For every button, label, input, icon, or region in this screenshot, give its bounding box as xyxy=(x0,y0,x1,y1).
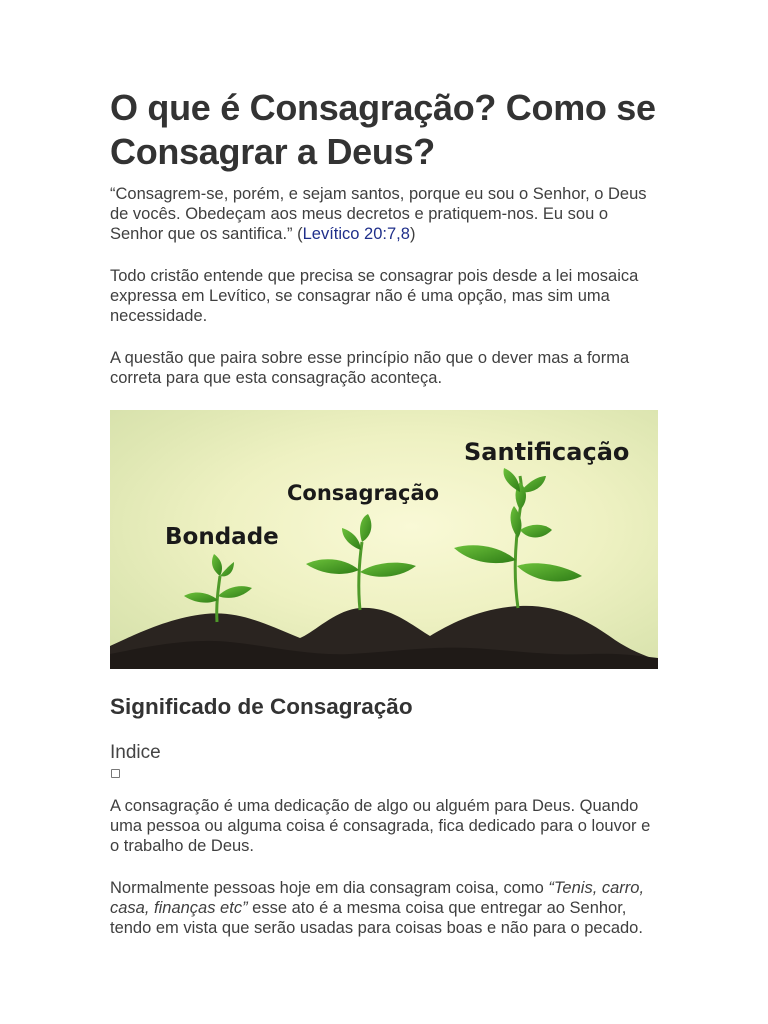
paragraph-3: A consagração é uma dedicação de algo ou alguém para Deus. Quando uma pessoa ou alguma coisa é consagrada, fica dedicado para o louvor e o trabalho de Deus. xyxy=(110,797,651,855)
hero-image xyxy=(110,410,658,669)
scripture-reference-link[interactable]: Levítico 20:7,8 xyxy=(302,225,410,243)
article xyxy=(110,86,658,938)
seedling-medium xyxy=(306,514,416,610)
paragraph-2: A questão que paira sobre esse princípio não que o dever mas a forma correta para que esta consagração aconteça. xyxy=(110,349,630,387)
label-santificacao: Santificação xyxy=(464,438,630,466)
index-title: Indice xyxy=(110,742,161,763)
quote-close: ) xyxy=(409,225,416,243)
soil-mounds xyxy=(110,606,658,669)
paragraph-4 xyxy=(110,878,658,938)
section-title: Significado de Consagração xyxy=(110,694,413,719)
paragraph-4-examples: “Tenis, carro, casa, finanças etc” xyxy=(110,879,645,917)
paragraph-1: Todo cristão entende que precisa se consagrar pois desde a lei mosaica expressa em Levítico, se consagrar não é uma opção, mas sim uma necessidade. xyxy=(110,267,639,325)
label-consagracao: Consagração xyxy=(287,481,440,505)
paragraph-4-end: esse ato é a mesma coisa que entregar ao Senhor, tendo em vista que serão usadas para coisas boas e não para o pecado. xyxy=(110,899,643,937)
seedling-large xyxy=(454,468,582,608)
index-toggle-checkbox[interactable] xyxy=(111,769,120,778)
paragraph-4-start: Normalmente pessoas hoje em dia consagram coisa, como xyxy=(110,879,549,897)
label-bondade: Bondade xyxy=(165,524,279,550)
article-title: O que é Consagração? Como se Consagrar a Deus? xyxy=(110,87,656,172)
intro-quote xyxy=(110,184,658,244)
seedling-small xyxy=(184,554,252,622)
quote-text: “Consagrem-se, porém, e sejam santos, porque eu sou o Senhor, o Deus de vocês. Obedeçam aos meus decretos e pratiquem-nos. Eu sou o Senhor que os santifica.” ( xyxy=(110,185,647,243)
